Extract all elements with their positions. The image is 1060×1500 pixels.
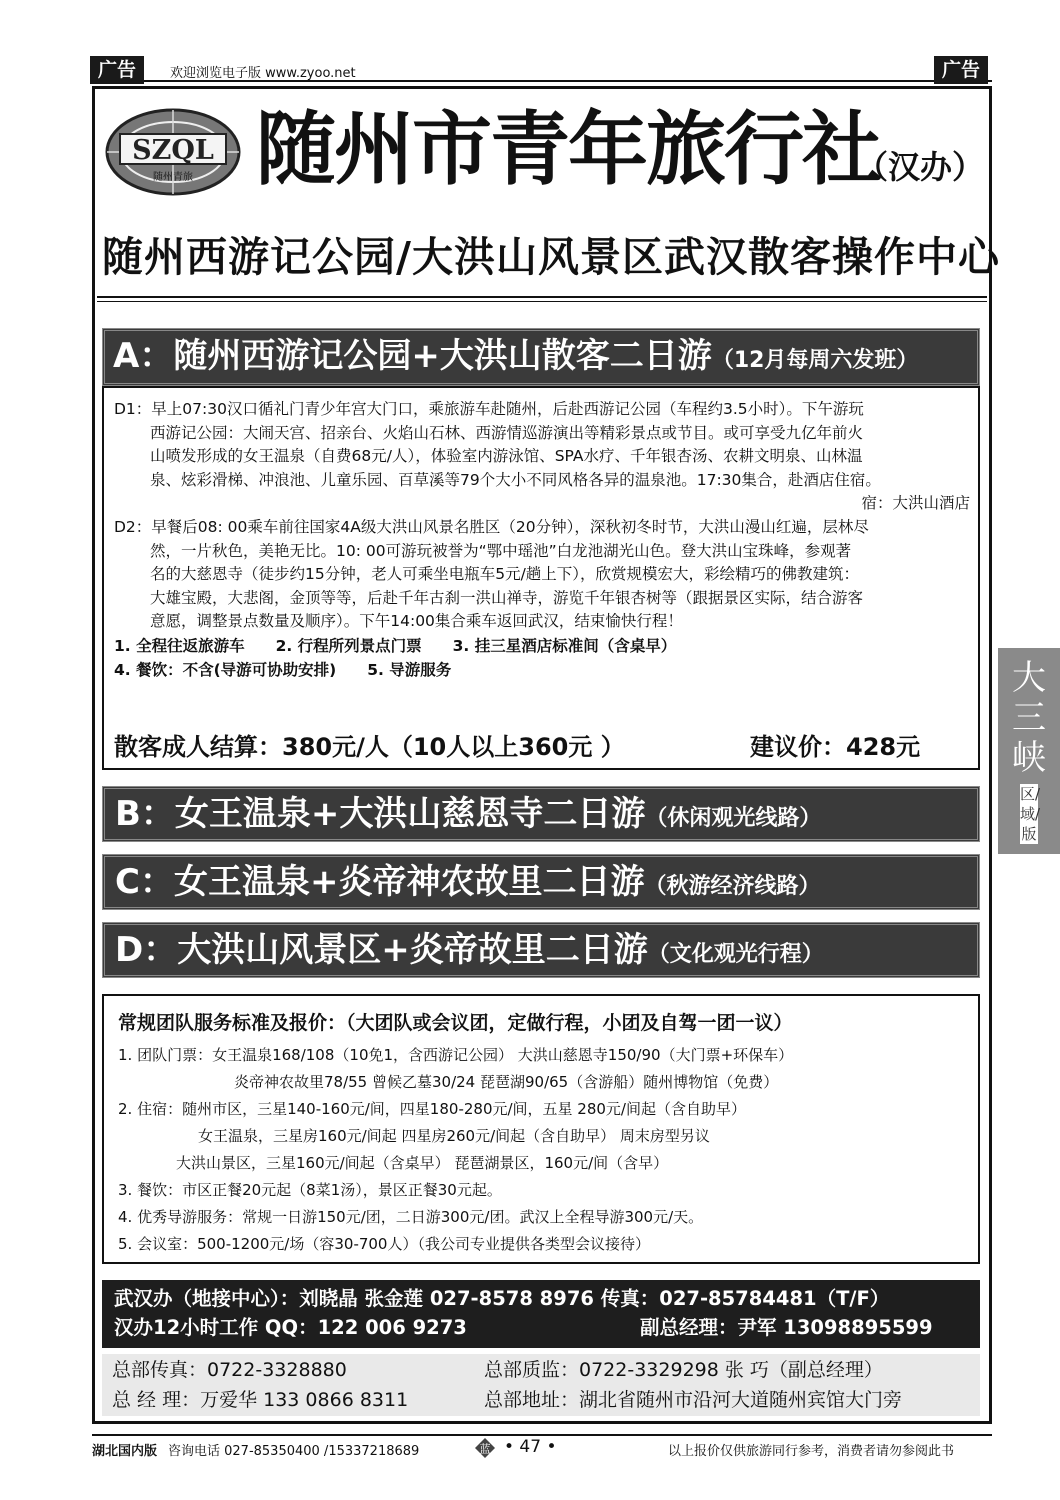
footer-disclaimer: 以上报价仅供旅游同行参考，消费者请勿参阅此书	[668, 1444, 955, 1459]
route-d-header	[102, 922, 980, 978]
contact-deputy-gm: 副总经理：尹军 13098895599	[640, 1316, 933, 1339]
route-d-title: D：大洪山风景区+炎帝故里二日游	[115, 930, 648, 970]
route-a-itinerary	[114, 398, 984, 682]
services-line: 4. 餐饮：不含(导游可协助安排) 5. 导游服务	[114, 660, 452, 679]
route-c-header	[102, 854, 980, 910]
group-line: 2. 住宿：随州市区，三星140-160元/间，四星180-280元/间，五星 280元/间起（含自助早）	[118, 1100, 746, 1118]
group-line: 炎帝神农故里78/55 曾候乙墓30/24 琵琶湖90/65（含游船）随州博物馆（免费）	[234, 1073, 779, 1091]
d1-line: 泉、炫彩滑梯、冲浪池、儿童乐园、百草溪等79个大小不同风格各异的温泉池。17:30集合，赴酒店住宿。	[150, 470, 881, 489]
route-a-title: A：随州西游记公园+大洪山散客二日游	[113, 336, 712, 376]
route-b-note: （休闲观光线路）	[645, 806, 822, 831]
agency-name: 随州市青年旅行社	[256, 102, 880, 196]
agency-suffix: （汉办）	[856, 148, 985, 186]
side-tab-main: 大三峡	[1012, 658, 1046, 778]
group-line: 大洪山景区，三星160元/间起（含桌早） 琵琶湖景区，160元/间（含早）	[176, 1154, 669, 1172]
welcome-text: 欢迎浏览电子版 www.zyoo.net	[170, 66, 356, 81]
route-a-header	[102, 328, 980, 386]
d1-stay: 宿：大洪山酒店	[861, 494, 970, 513]
footer-page-number: • 47 •	[504, 1437, 557, 1457]
route-b-header	[102, 786, 980, 842]
group-heading: 常规团队服务标准及报价：（大团队或会议团，定做行程，小团及自驾一团一议）	[118, 1012, 793, 1034]
svg-text:蓝: 蓝	[479, 1442, 491, 1456]
hq-quality: 总部质监：0722-3329298 张 巧（副总经理）	[484, 1359, 883, 1381]
side-tab-sub: 区/域/版	[1020, 785, 1041, 843]
hq-address: 总部地址：湖北省随州市沿河大道随州宾馆大门旁	[484, 1389, 903, 1411]
group-line: 4. 优秀导游服务：常规一日游150元/团，二日游300元/团。武汉上全程导游300元/天。	[118, 1208, 704, 1226]
price-suggested: 建议价：428元	[750, 733, 921, 761]
hq-contact-block	[102, 1354, 980, 1416]
d1-line: 西游记公园：大闹天宫、招亲台、火焰山石林、西游情巡游演出等精彩景点或节目。或可享受九亿年前火	[150, 423, 864, 442]
d2-line: 大雄宝殿，大悲阁，金顶等等，后赴千年古刹一洪山禅寺，游览千年银杏树等（跟据景区实际，结合游客	[150, 588, 864, 607]
d2-line: 意愿，调整景点数量及顺序）。下午14:00集合乘车返回武汉，结束愉快行程！	[150, 612, 683, 631]
contact-block	[102, 1280, 980, 1348]
region-side-tab	[998, 648, 1060, 854]
services-line: 1. 全程往返旅游车 2. 行程所列景点门票 3. 挂三星酒店标准间（含桌早）	[114, 636, 677, 655]
group-line: 5. 会议室：500-1200元/场（容30-700人）（我公司专业提供各类型会议接待）	[118, 1235, 650, 1253]
footer-badge	[474, 1437, 496, 1459]
group-line: 3. 餐饮：市区正餐20元起（8菜1汤），景区正餐30元起。	[118, 1181, 502, 1199]
logo-letters: SZQL	[132, 135, 214, 166]
d2-line: 名的大慈恩寺（徒步约15分钟，老人可乘坐电瓶车5元/趟上下），欣赏规模宏大，彩绘精巧的佛教建筑：	[150, 565, 860, 584]
logo-emblem	[102, 104, 244, 200]
footer-phone: 咨询电话 027-85350400 /15337218689	[168, 1444, 420, 1459]
agency-subtitle: 随州西游记公园/大洪山风景区武汉散客操作中心	[102, 233, 1000, 281]
title-divider	[97, 296, 987, 302]
route-b-title: B：女王温泉+大洪山慈恩寺二日游	[115, 794, 646, 834]
footer-rule	[92, 1434, 992, 1436]
agency-logo	[102, 104, 244, 200]
d1-line: 山喷发形成的女王温泉（自费68元/人），体验室内游泳馆、SPA水疗、千年银杏汤、农耕文明泉、山林温	[150, 447, 863, 466]
hq-general-manager: 总 经 理：万爱华 133 0866 8311	[112, 1389, 409, 1411]
route-c-title: C：女王温泉+炎帝神农故里二日游	[115, 862, 645, 902]
group-line: 女王温泉，三星房160元/间起 四星房260元/间起（含自助早） 周末房型另议	[198, 1127, 710, 1145]
ad-tag-right: 广告	[934, 56, 988, 84]
price-settlement: 散客成人结算：380元/人（10人以上360元 ）	[114, 733, 625, 761]
hq-fax: 总部传真：0722-3328880	[112, 1359, 347, 1381]
d1-line: D1：早上07:30汉口循礼门青少年宫大门口，乘旅游车赴随州，后赴西游记公园（车程约3.5小时）。下午游玩	[114, 400, 864, 418]
route-c-note: （秋游经济线路）	[644, 874, 821, 899]
footer-edition: 湖北国内版	[92, 1444, 158, 1459]
badge-icon	[474, 1437, 496, 1459]
group-line: 1. 团队门票：女王温泉168/108（10免1，含西游记公园） 大洪山慈恩寺150/90（大门票+环保车）	[118, 1046, 794, 1064]
route-d-note: （文化观光行程）	[647, 942, 824, 967]
group-lines	[118, 1042, 978, 1258]
ad-tag-left: 广告	[90, 56, 144, 84]
contact-wuhan-office: 武汉办（地接中心）：刘晓晶 张金莲 027-8578 8976 传真：027-85784481（T/F）	[114, 1287, 890, 1310]
route-a-note: （12月每周六发班）	[711, 348, 919, 373]
d2-line: 然，一片秋色，美艳无比。10: 00可游玩被誉为“鄂中瑶池”白龙池湖光山色。登大洪山宝珠峰，参观著	[150, 541, 852, 560]
logo-caption: 随州青旅	[153, 172, 193, 183]
contact-qq: 汉办12小时工作 QQ：122 006 9273	[114, 1316, 467, 1339]
d2-line: D2：早餐后08: 00乘车前往国家4A级大洪山风景名胜区（20分钟），深秋初冬时节，大洪山漫山红遍，层林尽	[114, 517, 869, 536]
